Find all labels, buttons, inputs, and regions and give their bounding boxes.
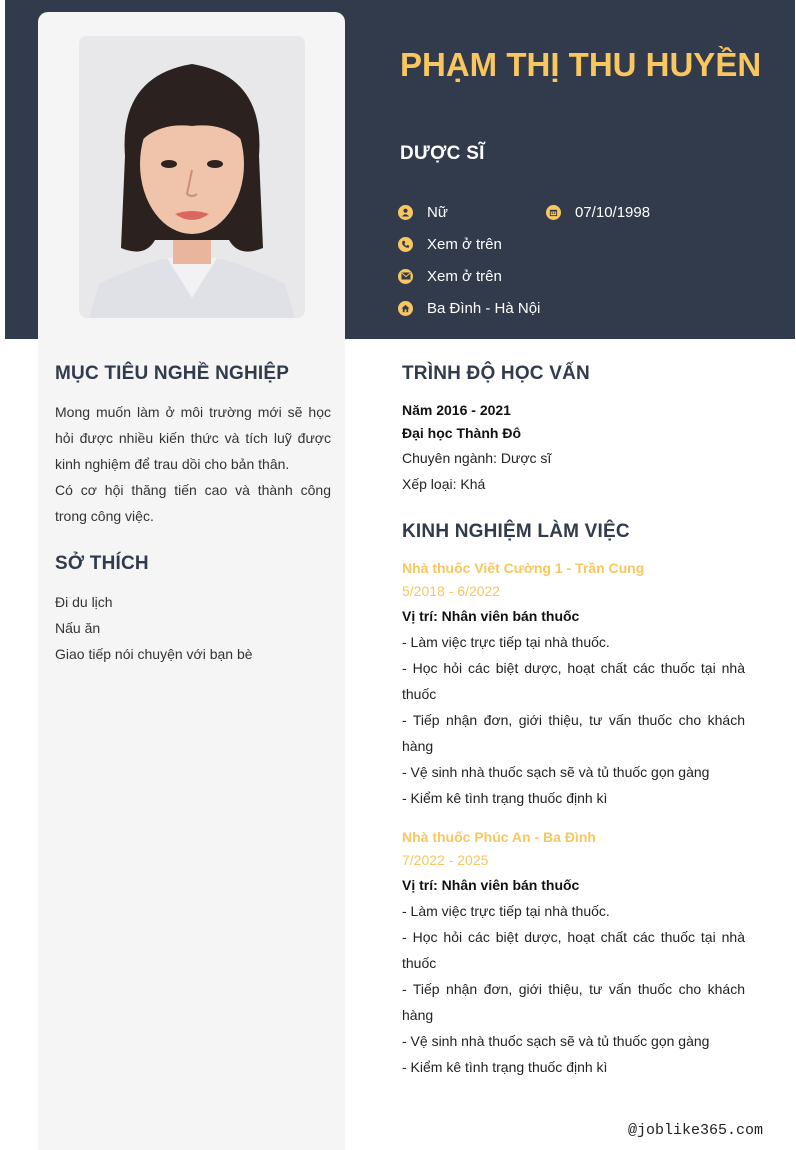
email-value: Xem ở trên [427,267,502,285]
phone-icon [398,237,413,252]
education-title: TRÌNH ĐỘ HỌC VẤN [402,363,590,384]
job-duty: - Học hỏi các biệt dược, hoạt chất các thuốc tại nhà thuốc [402,660,745,702]
address-row [398,298,540,318]
gender-value: Nữ [427,203,448,221]
objective-title: MỤC TIÊU NGHỀ NGHIỆP [55,363,290,384]
job-period: 5/2018 - 6/2022 [402,583,501,599]
hobbies-title: SỞ THÍCH [55,553,149,574]
experience-title: KINH NGHIỆM LÀM VIỆC [402,521,630,542]
job-duty: - Tiếp nhận đơn, giới thiệu, tư vấn thuốc cho khách hàng [402,712,745,754]
education-major: Chuyên ngành: Dược sĩ [402,450,552,466]
job-position: Vị trí: Nhân viên bán thuốc [402,877,580,893]
experience-item [402,829,745,1080]
email-row [398,266,502,286]
phone-value: Xem ở trên [427,235,502,253]
job-duty: - Kiểm kê tình trạng thuốc định kì [402,1059,608,1075]
job-duty: - Kiểm kê tình trạng thuốc định kì [402,790,608,806]
home-icon [398,301,413,316]
calendar-icon [546,205,561,220]
birthday-row [546,202,650,222]
education-school: Đại học Thành Đô [402,425,521,441]
job-title: DƯỢC SĨ [400,143,485,164]
job-duty: - Làm việc trực tiếp tại nhà thuốc. [402,634,610,650]
objective-paragraph: Có cơ hội thăng tiến cao và thành công trong công việc. [55,482,331,524]
education-grade: Xếp loại: Khá [402,476,486,492]
company-name: Nhà thuốc Viết Cường 1 - Trần Cung [402,560,645,576]
user-icon [398,205,413,220]
address-value: Ba Đình - Hà Nội [427,299,541,317]
job-duty: - Vệ sinh nhà thuốc sạch sẽ và tủ thuốc gọn gàng [402,1033,710,1049]
job-period: 7/2022 - 2025 [402,852,489,868]
profile-photo [79,36,305,318]
objective-paragraph: Mong muốn làm ở môi trường mới sẽ học hỏi được nhiều kiến thức và tích luỹ được kinh nghiệm để trau dồi cho bản thân. [55,404,331,472]
phone-row [398,234,502,254]
company-name: Nhà thuốc Phúc An - Ba Đình [402,829,596,845]
job-duty: - Làm việc trực tiếp tại nhà thuốc. [402,903,610,919]
envelope-icon [398,269,413,284]
gender-row [398,202,448,222]
job-duty: - Học hỏi các biệt dược, hoạt chất các thuốc tại nhà thuốc [402,929,745,971]
candidate-name: PHẠM THỊ THU HUYỀN [400,46,762,83]
list-item: Đi du lịch [55,594,113,610]
birthday-value: 07/10/1998 [575,203,651,221]
watermark: @joblike365.com [628,1122,764,1139]
list-item: Nấu ăn [55,620,101,636]
job-duty: - Tiếp nhận đơn, giới thiệu, tư vấn thuốc cho khách hàng [402,981,745,1023]
job-duty: - Vệ sinh nhà thuốc sạch sẽ và tủ thuốc gọn gàng [402,764,710,780]
education-period: Năm 2016 - 2021 [402,402,511,418]
hobbies-list [55,589,253,667]
experience-item [402,560,745,811]
list-item: Giao tiếp nói chuyện với bạn bè [55,646,253,662]
job-position: Vị trí: Nhân viên bán thuốc [402,608,580,624]
